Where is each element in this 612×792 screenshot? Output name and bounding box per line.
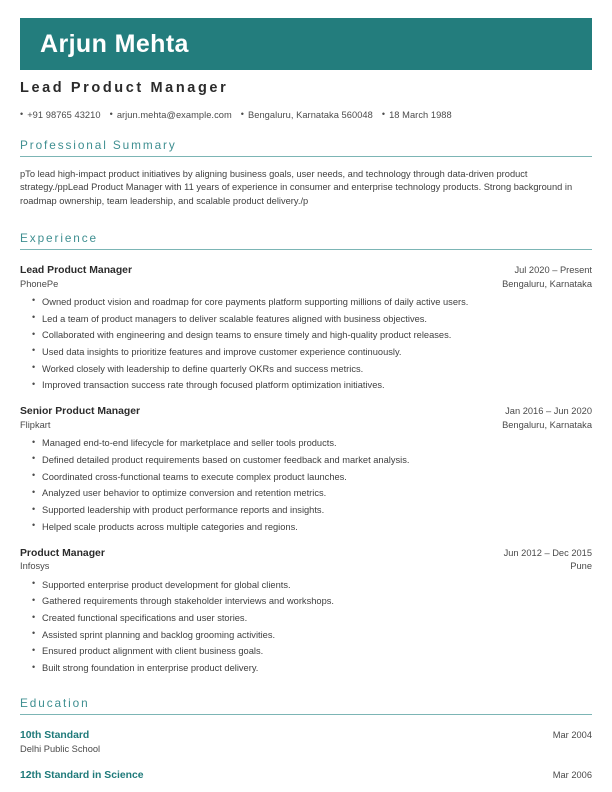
section-experience [20, 231, 592, 674]
responsibility-item: • Managed end-to-end lifecycle for marketplace and seller tools products. [20, 437, 592, 449]
job-dates: Jan 2016 – Jun 2020 [505, 406, 592, 417]
school-name: Delhi Public School [20, 743, 101, 754]
section-title-experience: Experience [20, 231, 592, 250]
resume-body [20, 138, 592, 783]
responsibility-item: • Led a team of product managers to deliver scalable features aligned with business objectives. [20, 313, 592, 325]
education-entry-list [20, 729, 592, 783]
responsibility-item: • Worked closely with leadership to define quarterly OKRs and success metrics. [20, 363, 592, 375]
employer-name: Infosys [20, 561, 50, 572]
employer-name: Flipkart [20, 420, 51, 431]
degree-date: Mar 2004 [552, 729, 592, 740]
bullet-dot-icon: • [20, 109, 24, 119]
name-banner [20, 18, 592, 70]
summary-text: pTo lead high-impact product initiatives by aligning business goals, user needs, and technology through data-driven product strategy./ppLead Product Manager with 11 years of experience in consumer and enterprise technology products. Strong background in roadmap ownership, team leadership, and scalable product delivery./p [20, 168, 573, 206]
responsibility-item: • Built strong foundation in enterprise product delivery. [20, 662, 592, 674]
job-title: Senior Product Manager [20, 406, 141, 418]
education-entry [20, 769, 592, 783]
contact-value: Bengaluru, Karnataka 560048 [247, 110, 373, 120]
experience-entry-header [20, 405, 592, 419]
contact-item [20, 109, 101, 120]
responsibility-item: • Ensured product alignment with client business goals. [20, 645, 592, 657]
experience-entry [20, 264, 592, 391]
experience-entry-subheader [20, 560, 592, 572]
contact-value: +91 98765 43210 [27, 110, 101, 120]
responsibility-item: • Helped scale products across multiple categories and regions. [20, 521, 592, 533]
responsibility-item: • Collaborated with engineering and design teams to ensure timely and high-quality product releases. [20, 329, 592, 341]
experience-entry-list [20, 264, 592, 674]
candidate-headline: Lead Product Manager [20, 80, 229, 96]
responsibility-item: • Assisted sprint planning and backlog grooming activities. [20, 629, 592, 641]
contact-item [110, 109, 232, 120]
job-title: Product Manager [20, 547, 105, 559]
section-title-summary: Professional Summary [20, 138, 592, 157]
degree-title: 10th Standard [20, 729, 90, 741]
contact-value: 18 March 1988 [389, 110, 452, 120]
job-location: Bengaluru, Karnataka [502, 420, 592, 431]
contact-line [20, 109, 452, 120]
experience-entry-subheader [20, 419, 592, 431]
education-entry-subheader [20, 743, 592, 755]
responsibility-item: • Coordinated cross-functional teams to execute complex product launches. [20, 471, 592, 483]
contact-item [382, 109, 452, 120]
experience-entry-subheader [20, 278, 592, 290]
experience-entry-header [20, 547, 592, 561]
experience-entry [20, 547, 592, 674]
responsibility-item: • Supported leadership with product performance reports and insights. [20, 504, 592, 516]
experience-entry-header [20, 264, 592, 278]
job-location: Bengaluru, Karnataka [502, 278, 592, 289]
education-entry-header [20, 769, 592, 783]
responsibility-item: • Defined detailed product requirements based on customer feedback and market analysis. [20, 454, 592, 466]
contact-value: arjun.mehta@example.com [116, 110, 232, 120]
job-dates: Jun 2012 – Dec 2015 [503, 547, 592, 558]
responsibility-item: • Improved transaction success rate through focused platform optimization initiatives. [20, 379, 592, 391]
responsibility-item: • Analyzed user behavior to optimize conversion and retention metrics. [20, 487, 592, 499]
contact-item [241, 109, 373, 120]
responsibility-list [20, 296, 592, 391]
section-professional-summary [20, 138, 592, 208]
degree-title: 12th Standard in Science [20, 769, 144, 781]
bullet-dot-icon: • [240, 109, 244, 119]
education-entry-header [20, 729, 592, 743]
employer-name: PhonePe [20, 278, 59, 289]
bullet-dot-icon: • [381, 109, 386, 119]
section-education [20, 696, 592, 782]
bullet-dot-icon: • [109, 109, 113, 119]
job-dates: Jul 2020 – Present [514, 264, 592, 275]
education-entry [20, 729, 592, 755]
section-title-education: Education [20, 696, 592, 715]
responsibility-list [20, 437, 592, 532]
degree-date: Mar 2006 [552, 769, 592, 780]
candidate-name: Arjun Mehta [40, 29, 189, 58]
experience-entry [20, 405, 592, 532]
responsibility-item: • Used data insights to prioritize features and improve customer experience continuously. [20, 346, 592, 358]
job-title: Lead Product Manager [20, 264, 133, 276]
job-location: Pune [570, 561, 592, 572]
responsibility-list [20, 579, 592, 674]
responsibility-item: • Owned product vision and roadmap for core payments platform supporting millions of daily active users. [20, 296, 592, 308]
responsibility-item: • Supported enterprise product development for global clients. [20, 579, 592, 591]
responsibility-item: • Created functional specifications and user stories. [20, 612, 592, 624]
responsibility-item: • Gathered requirements through stakeholder interviews and workshops. [20, 595, 592, 607]
